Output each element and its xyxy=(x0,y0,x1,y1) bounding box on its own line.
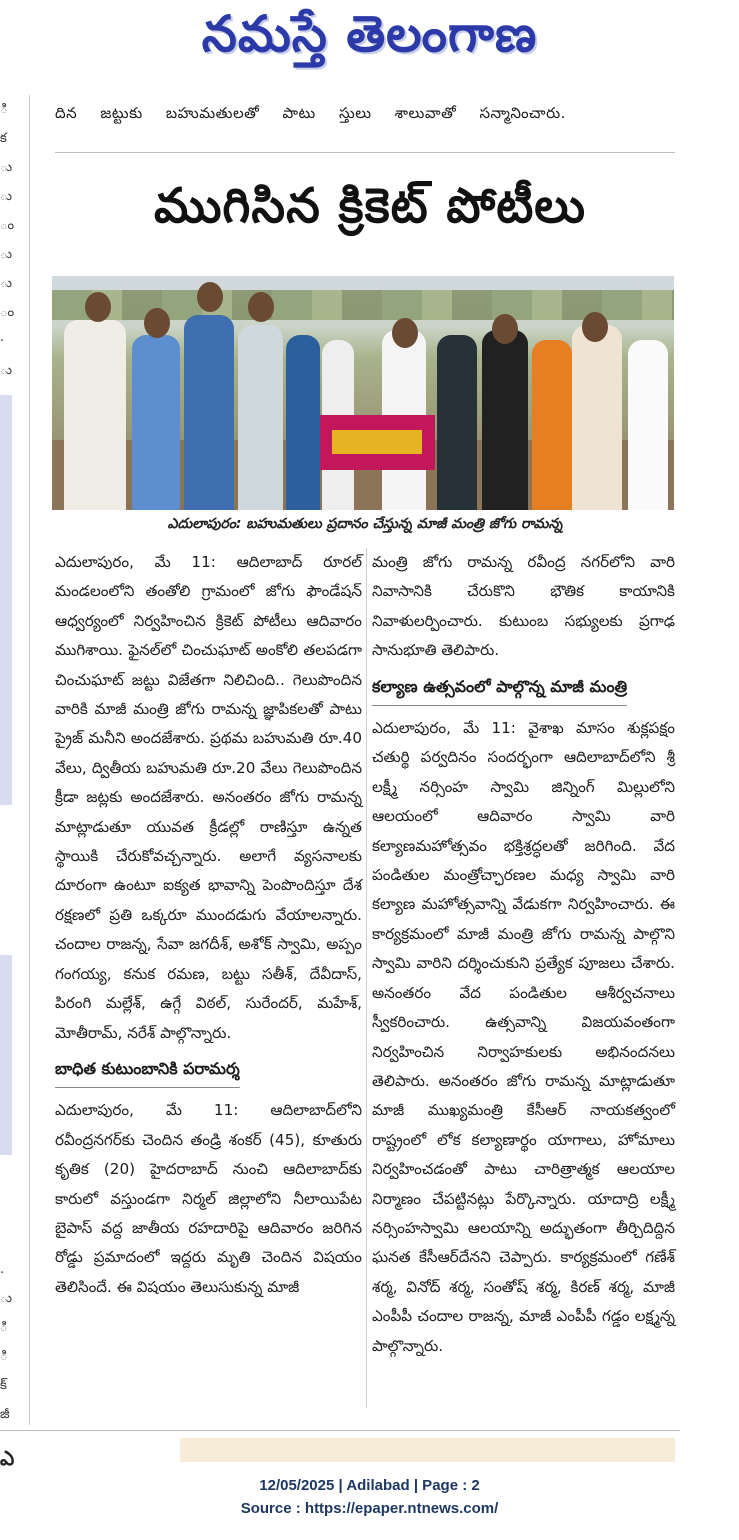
column-divider xyxy=(29,95,30,1425)
subheading: బాధిత కుటుంబానికి పరామర్శ xyxy=(55,1054,240,1088)
fragment-line: ు xyxy=(0,363,13,378)
section-rule xyxy=(55,152,675,153)
photo-person xyxy=(628,340,668,510)
masthead xyxy=(0,0,739,80)
fragment-line xyxy=(0,849,30,878)
adjacent-photo-fragment xyxy=(0,395,12,805)
fragment-line: . xyxy=(0,1262,5,1277)
fragment-line xyxy=(0,1168,30,1197)
article-paragraph: ఎదులాపురం, మే 11: వైశాఖ మాసం శుక్లపక్షం చతుర్థి పర్వదినం సందర్భంగా ఆదిలాబాద్‌లోని శ్రీ లక్ష్మీ నర్సింహ స్వామి జిన్నింగ్ మిల్లులోని ఆలయంలో ఆదివారం స్వామి వారి కల్యాణమహోత్సవం భక్తిశ్రద్ధలతో జరిగింది. వేద పండితుల మంత్రోచ్ఛారణల మధ్య స్వామి వారి కల్యాణ మహోత్సవాన్ని వేడుకగా నిర్వహించారు. ఈ కార్యక్రమంలో మాజీ మంత్రి జోగు రామన్న పాల్గొని స్వామి వారిని దర్శించుకుని ప్రత్యేక పూజలు చేశారు. అనంతరం వేద పండితుల ఆశీర్వచనాలు స్వీకరించారు. ఉత్సవాన్ని విజయవంతంగా నిర్వహించిన నిర్వాహకులకు అభినందనలు తెలిపారు. అనంతరం జోగు రామన్న మాట్లాడుతూ మాజీ ముఖ్యమంత్రి కేసీఆర్ నాయకత్వంలో రాష్ట్రంలో లోక కల్యాణార్థం యాగాలు, హోమాలు నిర్వహించడంతో పాటు చారిత్రాత్మక ఆలయాల నిర్మాణం చేపట్టినట్లు పేర్కొన్నారు. యాదాద్రి లక్ష్మీ నర్సింహస్వామి ఆలయాన్ని అద్భుతంగా తీర్చిదిద్దిన ఘనత కేసీఆర్‌దేనని చెప్పారు. కార్యక్రమంలో గణేశ్ శర్మ, వినోద్ శర్మ, సంతోష్ శర్మ, కిరణ్ శర్మ, మాజీ ఎంపీపీ చందాల రాజన్న, మాజీ ఎంపీపీ గడ్డం లక్ష్మన్న పాల్గొన్నారు. xyxy=(372,719,675,1355)
photo-head xyxy=(392,318,418,348)
page-footer xyxy=(0,1474,739,1520)
photo-head xyxy=(492,314,518,344)
photo-head xyxy=(582,312,608,342)
photo-person xyxy=(286,335,320,510)
subheading: కల్యాణ ఉత్సవంలో పాల్గొన్న మాజీ మంత్రి xyxy=(372,672,627,706)
photo-caption: ఎదులాపురం: బహుమతులు ప్రదానం చేస్తున్న మాజీ మంత్రి జోగు రామన్న xyxy=(167,516,563,532)
fragment-line: · xyxy=(0,334,5,349)
column-divider xyxy=(366,548,367,1408)
photo-person xyxy=(132,335,180,510)
photo-head xyxy=(144,308,170,338)
fragment-line: ు xyxy=(0,247,13,262)
photo-person xyxy=(532,340,572,510)
next-article-band xyxy=(180,1438,675,1462)
photo-person xyxy=(184,315,234,510)
left-column xyxy=(55,548,362,1302)
previous-article-tail: దిన జట్టుకు బహుమతులతో పాటు స్తులు శాలువాతో సన్మానించారు. xyxy=(55,104,566,122)
fragment-line xyxy=(0,1226,30,1255)
photo-head xyxy=(85,292,111,322)
fragment-line: ం xyxy=(0,305,15,320)
adjacent-article-fragment xyxy=(0,95,30,1425)
section-rule xyxy=(0,1430,680,1431)
fragment-line: ి xyxy=(0,1349,8,1364)
photo-person xyxy=(482,330,528,510)
photo-head xyxy=(197,282,223,312)
adjacent-photo-fragment-2 xyxy=(0,955,12,1155)
article-paragraph: మంత్రి జోగు రామన్న రవీంద్ర నగర్‌లోని వారి నివాసానికి చేరుకొని భౌతిక కాయానికి నివాళులర్పించారు. కుటుంబ సభ్యులకు ప్రగాఢ సానుభూతి తెలిపారు. xyxy=(372,553,675,660)
fragment-line: క్ xyxy=(0,1378,7,1393)
photo-trophies xyxy=(332,430,422,454)
article-paragraph: ఎదులాపురం, మే 11: ఆదిలాబాద్‌లోని రవీంద్రనగర్‌కు చెందిన తండ్రి శంకర్ (45), కూతురు కృతిక (20) హైదరాబాద్ నుంచి ఆదిలాబాద్‌కు కారులో వస్తుండగా నిర్మల్ జిల్లాలోని నీలాయిపేట బైపాస్ వద్ద జాతీయ రహదారిపై ఆదివారం జరిగిన రోడ్డు ప్రమాదంలో ఇద్దరు మృతి చెందిన విషయం తెలిసిందే. ఈ విషయం తెలుసుకున్న మాజీ xyxy=(55,1101,362,1296)
fragment-line: ు xyxy=(0,160,13,175)
fragment-line xyxy=(0,820,30,849)
fragment-line: ు xyxy=(0,189,13,204)
fragment-line: ి xyxy=(0,102,8,117)
photo-person xyxy=(572,325,622,510)
fragment-line: ి xyxy=(0,1320,8,1335)
article-photo xyxy=(52,276,674,510)
fragment-line: క xyxy=(0,131,7,146)
next-article-fragment: ఎ xyxy=(0,1446,15,1470)
fragment-line: జీ xyxy=(0,1407,10,1422)
photo-head xyxy=(248,292,274,322)
photo-person xyxy=(64,320,126,510)
fragment-line: ు xyxy=(0,1291,13,1306)
fragment-line xyxy=(0,878,30,907)
fragment-line: ు xyxy=(0,276,13,291)
article-paragraph: ఎదులాపురం, మే 11: ఆదిలాబాద్ రూరల్ మండలంలోని తంతోలి గ్రామంలో జోగు ఫౌండేషన్ ఆధ్వర్యంలో నిర్వహించిన క్రికెట్ పోటీలు ఆదివారం ముగిశాయి. ఫైనల్‌లో చించుఘాట్ అంకోలి తలపడగా చించుఘాట్ జట్టు విజేతగా నిలిచింది.. గెలుపొందిన వారికి మాజీ మంత్రి జోగు రామన్న జ్ఞాపికలతో పాటు ప్రైజ్ మనీని అందజేశారు. ప్రథమ బహుమతి రూ.40 వేలు, ద్వితీయ బహుమతి రూ.20 వేలు గెలుపొందిన క్రీడా జట్లకు అందజేశారు. అనంతరం జోగు రామన్న మాట్లాడుతూ యువత క్రీడల్లో రాణిస్తూ ఉన్నత స్థాయికి చేరుకోవచ్చన్నారు. అలాగే వ్యసనాలకు దూరంగా ఉంటూ ఐక్యత భావాన్ని పెంపొందిస్తూ దేశ రక్షణలో ప్రతి ఒక్కరూ ముందడుగు వేయాలన్నారు. చందాల రాజన్న, సేవా జగదీశ్, అశోక్ స్వామి, అప్పం గంగయ్య, కనుక రమణ, బట్టు సతీశ్, దేవీదాస్, పిరంగి మల్లేశ్, ఉగ్గే విఠల్, సురేందర్, మహేశ్, మోతీరామ్, నరేశ్ పాల్గొన్నారు. xyxy=(55,553,362,1042)
photo-person xyxy=(437,335,477,510)
headline: ముగిసిన క్రికెట్ పోటీలు xyxy=(154,178,586,234)
fragment-line xyxy=(0,907,30,936)
newspaper-logo: నమస్తే తెలంగాణ xyxy=(201,4,538,63)
source-link[interactable]: Source : https://epaper.ntnews.com/ xyxy=(240,1500,499,1517)
photo-person xyxy=(238,325,283,510)
right-column xyxy=(372,548,675,1361)
fragment-line: ం xyxy=(0,218,15,233)
fragment-line xyxy=(0,1197,30,1226)
edition-info: 12/05/2025 | Adilabad | Page : 2 xyxy=(259,1477,480,1494)
